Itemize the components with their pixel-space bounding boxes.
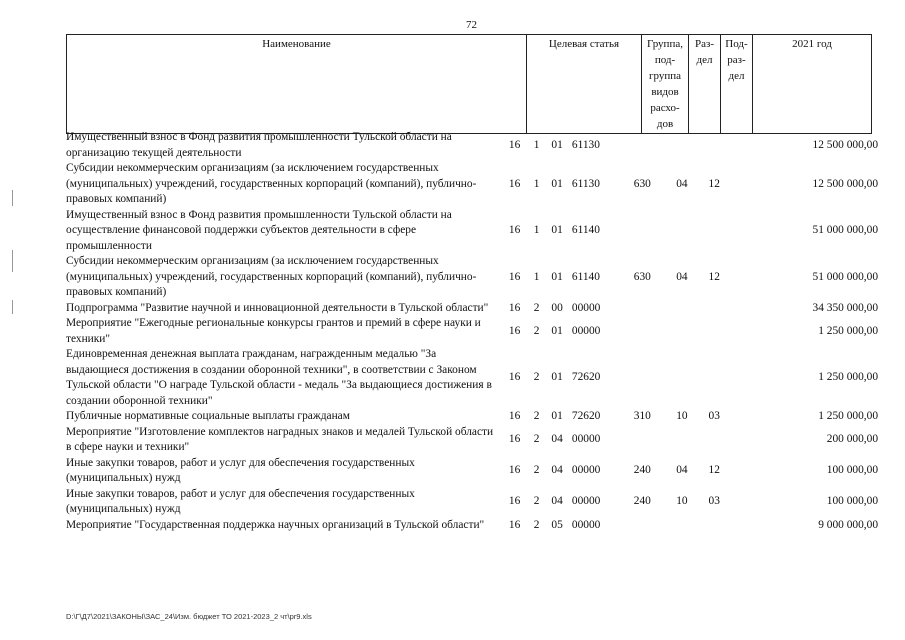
cell-sum: 1 250 000,00 [818, 410, 879, 422]
cell-c3: 01 [551, 224, 563, 236]
cell-c1: 16 [508, 270, 521, 283]
cell-c3: 01 [551, 324, 563, 337]
cell-sum: 12 500 000,00 [812, 138, 879, 151]
table-row [66, 487, 878, 518]
cell-c4: 72620 [571, 410, 601, 422]
header-name: Наименование [67, 35, 527, 134]
margin-mark [12, 250, 13, 272]
cell-name: Мероприятие "Изготовление комплектов наградных знаков и медалей Тульской области в сфере науки и техники" [66, 425, 494, 453]
cell-c2: 2 [533, 464, 540, 477]
cell-c2: 1 [533, 224, 540, 236]
cell-c2: 2 [533, 433, 540, 446]
cell-c4: 00000 [571, 433, 601, 446]
cell-c4: 61140 [571, 224, 600, 236]
cell-c4: 61130 [571, 138, 600, 151]
cell-name: Публичные нормативные социальные выплаты гражданам [66, 410, 350, 422]
header-target: Целевая статья [527, 35, 642, 134]
cell-name: Единовременная денежная выплата гражданам, награжденным медалью "За выдающиеся достижения в создании оборонной техники", в соответствии с Законом Тульской области "О награде Тульской области - медаль "За выдающиеся достижения в создании оборонной техники" [66, 348, 492, 407]
cell-group: 240 [633, 495, 651, 508]
cell-name: Иные закупки товаров, работ и услуг для обеспечения государственных (муниципальных) нужд [66, 456, 415, 484]
cell-sum: 1 250 000,00 [818, 371, 879, 384]
cell-sum: 1 250 000,00 [818, 324, 879, 337]
cell-c3: 01 [551, 410, 563, 422]
cell-c3: 04 [551, 464, 563, 477]
cell-c3: 04 [551, 433, 563, 446]
header-subsection: Под- раз- дел [721, 35, 753, 134]
cell-c1: 16 [508, 224, 521, 236]
table-row [66, 347, 878, 409]
cell-c3: 04 [551, 495, 563, 508]
cell-c1: 16 [508, 138, 521, 151]
cell-sum: 34 350 000,00 [812, 301, 879, 314]
cell-name: Субсидии некоммерческим организациям (за исключением государственных (муниципальных) учреждений, государственных корпораций (компаний), публично-правовых компаний) [66, 162, 477, 205]
cell-c1: 16 [508, 177, 521, 190]
cell-c3: 01 [551, 270, 563, 283]
cell-name: Подпрограмма "Развитие научной и инновационной деятельности в Тульской области" [66, 301, 489, 314]
cell-c4: 00000 [571, 495, 601, 508]
cell-c3: 05 [551, 518, 563, 531]
margin-mark [12, 190, 13, 206]
table-header [66, 34, 872, 134]
header-group: Группа, под- группа видов расхо- дов [642, 35, 689, 134]
cell-name: Имущественный взнос в Фонд развития промышленности Тульской области на организацию текущей деятельности [66, 131, 452, 159]
cell-subsection: 12 [708, 464, 720, 477]
table-row [66, 425, 878, 456]
cell-c1: 16 [508, 410, 521, 422]
table-row [66, 130, 878, 161]
cell-group: 240 [633, 464, 651, 477]
cell-subsection: 12 [708, 270, 720, 283]
cell-name: Иные закупки товаров, работ и услуг для обеспечения государственных (муниципальных) нужд [66, 487, 415, 515]
cell-sum: 51 000 000,00 [812, 270, 879, 283]
cell-c2: 2 [533, 371, 540, 384]
cell-group: 630 [633, 270, 651, 283]
cell-c2: 1 [533, 138, 540, 151]
cell-c1: 16 [508, 495, 521, 508]
cell-sum: 100 000,00 [826, 495, 879, 508]
header-section: Раз- дел [689, 35, 721, 134]
cell-sum: 9 000 000,00 [818, 518, 879, 531]
cell-c3: 01 [551, 138, 563, 151]
cell-c2: 1 [533, 270, 540, 283]
cell-c1: 16 [508, 464, 521, 477]
cell-subsection: 03 [708, 495, 720, 508]
cell-subsection: 12 [708, 177, 720, 190]
cell-sum: 51 000 000,00 [812, 224, 879, 236]
cell-name: Имущественный взнос в Фонд развития промышленности Тульской области на осуществление финансовой поддержки субъектов деятельности в сфере промышленности [66, 208, 452, 252]
cell-c4: 72620 [571, 371, 601, 384]
cell-c4: 00000 [571, 464, 601, 477]
cell-sum: 100 000,00 [826, 464, 879, 477]
cell-c1: 16 [508, 518, 521, 531]
cell-sum: 12 500 000,00 [812, 177, 879, 190]
cell-c3: 00 [551, 301, 563, 314]
cell-section: 10 [676, 495, 688, 508]
cell-section: 04 [676, 270, 688, 283]
cell-c1: 16 [508, 324, 521, 337]
cell-section: 04 [676, 464, 688, 477]
cell-c4: 00000 [571, 301, 601, 314]
cell-c2: 2 [533, 518, 540, 531]
table-row [66, 518, 878, 534]
cell-c1: 16 [508, 371, 521, 384]
cell-c3: 01 [551, 177, 563, 190]
table-row [66, 254, 878, 301]
cell-c4: 00000 [571, 324, 601, 337]
cell-section: 10 [676, 410, 688, 422]
margin-mark [12, 300, 13, 314]
cell-c2: 2 [533, 410, 540, 422]
cell-c4: 00000 [571, 518, 601, 531]
cell-group: 310 [633, 410, 651, 422]
table-row [66, 301, 878, 317]
cell-c2: 2 [533, 324, 540, 337]
cell-c4: 61130 [571, 177, 600, 190]
cell-name: Мероприятие "Ежегодные региональные конкурсы грантов и премий в сфере науки и техники" [66, 317, 481, 345]
cell-c3: 01 [551, 371, 563, 384]
table-row [66, 208, 878, 255]
table-row [66, 161, 878, 208]
table-row [66, 456, 878, 487]
cell-c2: 1 [533, 177, 540, 190]
cell-c4: 61140 [571, 270, 600, 283]
header-year: 2021 год [753, 35, 872, 134]
cell-c2: 2 [533, 495, 540, 508]
cell-sum: 200 000,00 [826, 433, 879, 446]
footer-path: D:\Г\Д7\2021\ЗАКОНЫ\ЗАС_24\Изм. бюджет ТО 2021-2023_2 чт\pr9.xls [66, 612, 312, 621]
table-row [66, 409, 878, 425]
cell-c2: 2 [533, 301, 540, 314]
table-row [66, 316, 878, 347]
cell-section: 04 [676, 177, 688, 190]
page-number: 72 [466, 19, 477, 31]
cell-name: Мероприятие "Государственная поддержка научных организаций в Тульской области" [66, 518, 485, 531]
cell-c1: 16 [508, 433, 521, 446]
table-body [66, 130, 878, 533]
cell-c1: 16 [508, 301, 521, 314]
cell-subsection: 03 [708, 410, 720, 422]
cell-group: 630 [633, 177, 651, 190]
cell-name: Субсидии некоммерческим организациям (за исключением государственных (муниципальных) учреждений, государственных корпораций (компаний), публично-правовых компаний) [66, 255, 477, 298]
